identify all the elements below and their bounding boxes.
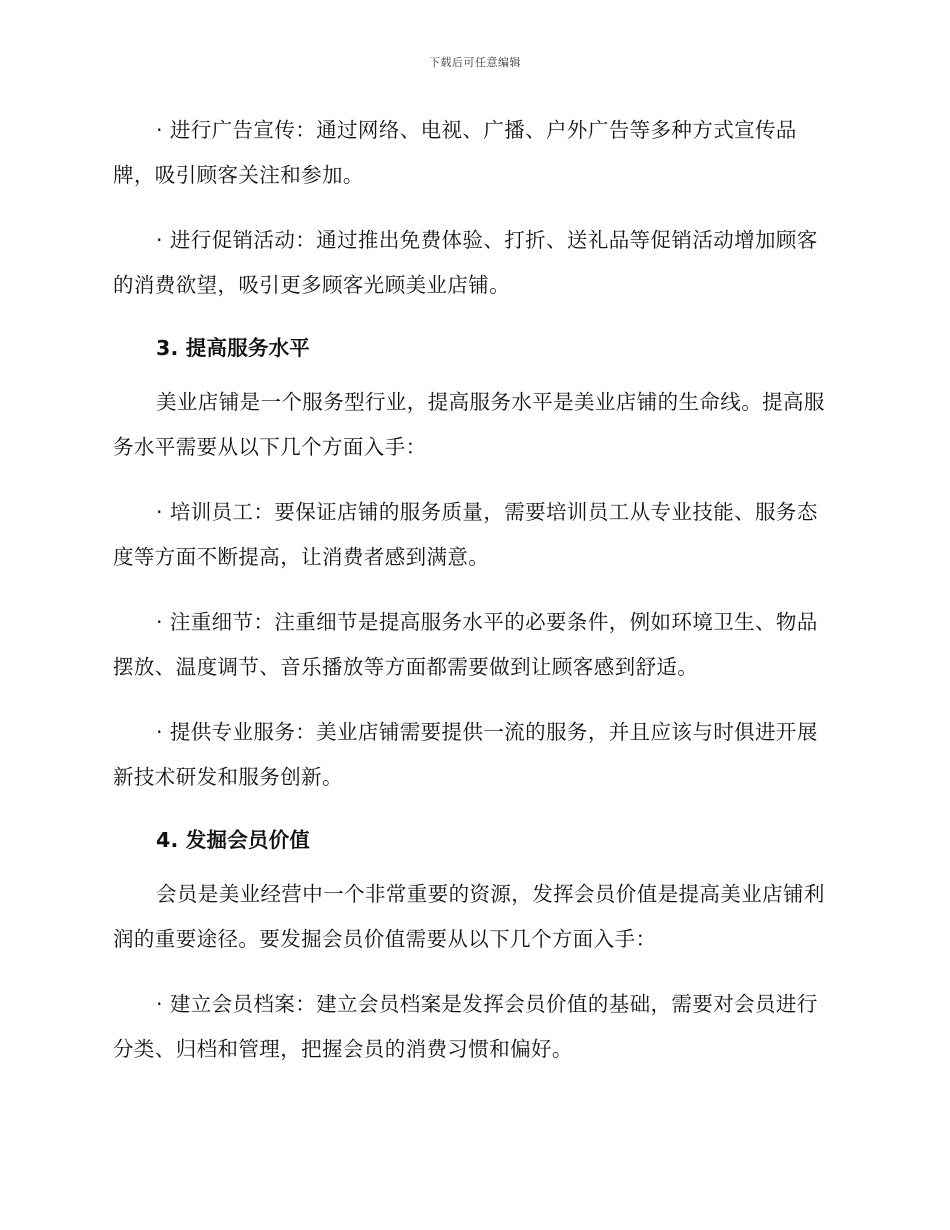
bullet-details: · 注重细节：注重细节是提高服务水平的必要条件，例如环境卫生、物品摆放、温度调节、音乐播放等方面都需要做到让顾客感到舒适。 (113, 610, 818, 679)
section-heading-membership: 4. 发掘会员价值 (156, 828, 310, 852)
section-heading-service: 3. 提高服务水平 (156, 336, 310, 360)
bullet-advertising: · 进行广告宣传：通过网络、电视、广播、户外广告等多种方式宣传品牌，吸引顾客关注和参加。 (113, 118, 797, 187)
membership-intro-paragraph: 会员是美业经营中一个非常重要的资源，发挥会员价值是提高美业店铺利润的重要途径。要发掘会员价值需要从以下几个方面入手： (113, 882, 825, 951)
bullet-professional-service: · 提供专业服务：美业店铺需要提供一流的服务，并且应该与时俱进开展新技术研发和服务创新。 (113, 720, 818, 789)
document-body (113, 108, 835, 1092)
page-header-note: 下载后可任意编辑 (429, 56, 521, 69)
service-intro-paragraph: 美业店铺是一个服务型行业，提高服务水平是美业店铺的生命线。提高服务水平需要从以下几个方面入手： (113, 390, 825, 459)
bullet-promotion: · 进行促销活动：通过推出免费体验、打折、送礼品等促销活动增加顾客的消费欲望，吸引更多顾客光顾美业店铺。 (113, 228, 818, 297)
bullet-member-records: · 建立会员档案：建立会员档案是发挥会员价值的基础，需要对会员进行分类、归档和管理，把握会员的消费习惯和偏好。 (113, 992, 818, 1061)
bullet-training: · 培训员工：要保证店铺的服务质量，需要培训员工从专业技能、服务态度等方面不断提高，让消费者感到满意。 (113, 500, 818, 569)
